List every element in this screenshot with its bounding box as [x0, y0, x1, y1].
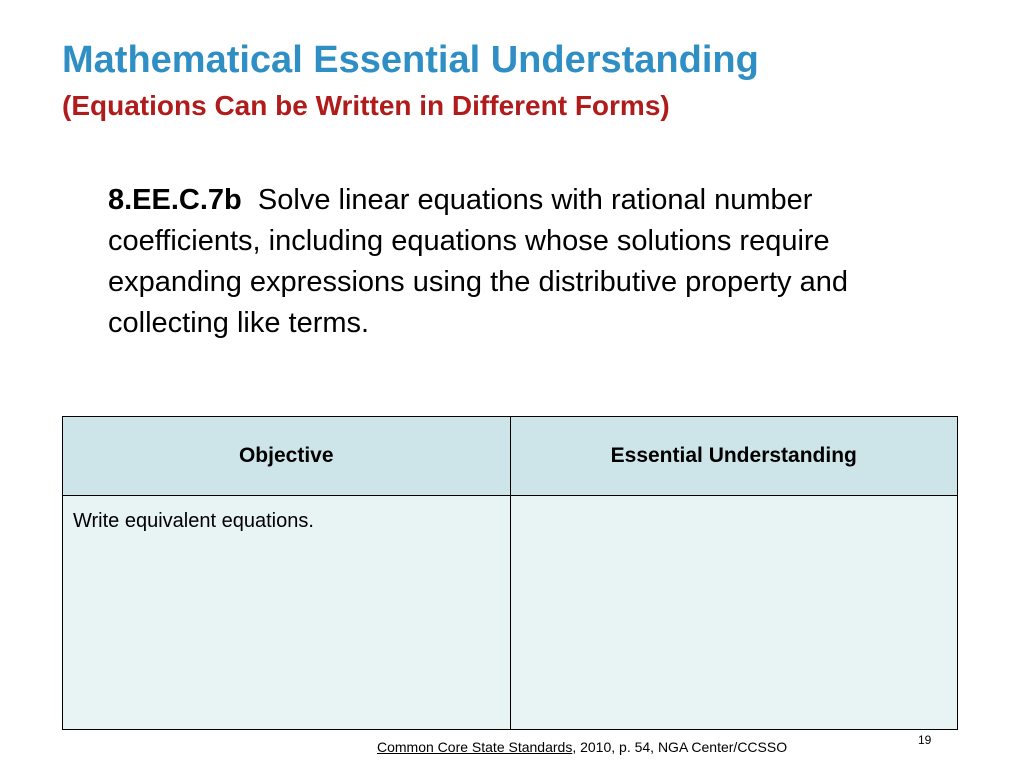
- slide-subtitle: (Equations Can be Written in Different Forms): [62, 90, 670, 121]
- source-link[interactable]: Common Core State Standards: [377, 739, 573, 755]
- source-details: , 2010, p. 54, NGA Center/CCSSO: [572, 739, 788, 755]
- table-row: [63, 496, 958, 730]
- objective-table: [62, 416, 958, 730]
- standard-statement: [108, 180, 958, 344]
- cell-objective: Write equivalent equations.: [63, 496, 511, 730]
- header-objective: Objective: [63, 417, 511, 496]
- footer-citation: [377, 739, 787, 755]
- standard-text: Solve linear equations with rational number coefficients, including equations whose solutions require expanding expressions using the distributive property and collecting like terms.: [108, 184, 848, 339]
- standard-code: 8.EE.C.7b: [108, 184, 242, 216]
- slide-title: Mathematical Essential Understanding: [62, 39, 759, 81]
- page-number: 19: [918, 733, 932, 747]
- cell-essential-understanding: [510, 496, 958, 730]
- table-header-row: [63, 417, 958, 496]
- header-essential-understanding: Essential Understanding: [510, 417, 958, 496]
